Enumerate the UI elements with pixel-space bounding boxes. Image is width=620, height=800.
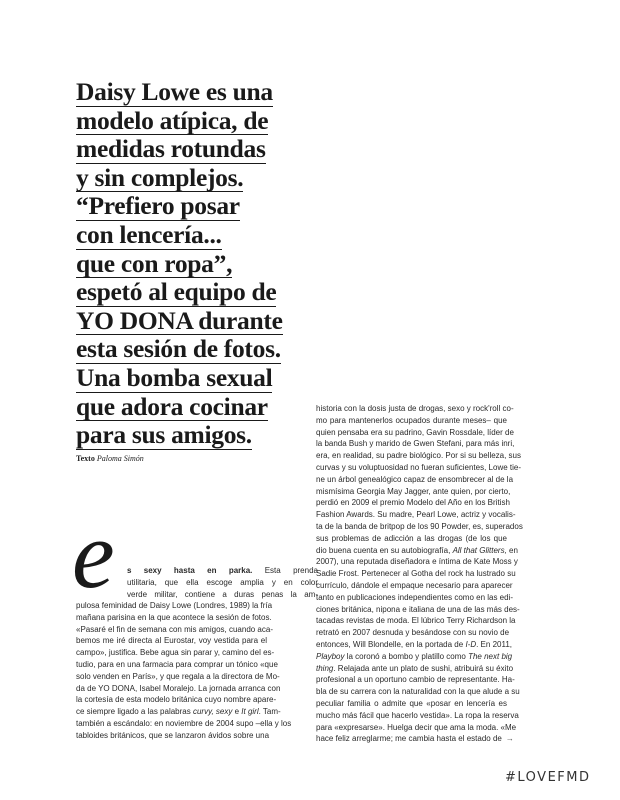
headline-line: Una bomba sexual xyxy=(76,362,273,392)
body-line: la cortesía de esta modelo británica cuyo nombre apare- xyxy=(76,695,277,705)
body-line: era, en realidad, su padre biológico. Por si su belleza, sus xyxy=(316,451,522,461)
headline-line: para sus amigos. xyxy=(76,420,252,450)
body-line xyxy=(316,545,518,557)
body-line xyxy=(316,651,513,663)
byline xyxy=(76,454,144,463)
byline-label: Texto xyxy=(76,454,95,463)
body-text: . Relajada ante un plato de sushi, atribuirá su éxito xyxy=(333,663,514,673)
body-column-left xyxy=(76,600,292,742)
body-column-left-wrapped xyxy=(127,565,318,600)
body-line: utilitaria, que ella escoge amplia y en color xyxy=(127,577,318,587)
body-line: historia con la dosis justa de drogas, sexo y rock'roll co- xyxy=(316,404,514,413)
body-line: ta de la banda de britpop de los 90 Powder, es, superados xyxy=(316,521,523,531)
body-line: peculiar familia o admite que «posar en lencería es xyxy=(316,698,507,708)
body-line: mismísima Georgia May Jagger, ante quien, por cierto, xyxy=(316,486,511,496)
body-line xyxy=(316,733,514,745)
body-column-right xyxy=(316,403,523,745)
body-line xyxy=(316,663,514,675)
body-line: «Pasaré el fin de semana con mis amigos, cuando aca- xyxy=(76,624,273,634)
body-line: da de YO DONA, Isabel Moralejo. La jornada arranca con xyxy=(76,683,281,693)
body-line: ne un árbol genealógico capaz de ensombrecer al de la xyxy=(316,474,514,484)
headline-line: y sin complejos. xyxy=(76,162,244,192)
body-text: . En 2011, xyxy=(476,639,512,649)
body-line: tabloides británicos, que se lanzaron ávidos sobre una xyxy=(76,730,270,740)
italic-text: thing xyxy=(316,663,334,673)
lead-in: s sexy hasta en parka. xyxy=(127,566,253,575)
headline-line: modelo atípica, de xyxy=(76,105,269,135)
body-line: solo venden en París», y que regala a la directora de Mo- xyxy=(76,671,280,681)
body-text: ce siempre ligado a las palabras xyxy=(76,707,193,717)
body-line: currículo, dándole el empaque necesario para aparecer xyxy=(316,580,513,590)
body-text: e xyxy=(232,707,242,717)
body-text: entonces, Will Blondelle, en la portada de xyxy=(316,639,466,649)
headline-line: espetó al equipo de xyxy=(76,277,277,307)
watermark: #LOVEFMD xyxy=(505,770,591,785)
body-line: quien pensaba era su padrino, Gavin Rossdale, líder de xyxy=(316,427,514,437)
headline-line: YO DONA durante xyxy=(76,305,283,335)
italic-text: The next big xyxy=(468,651,513,661)
headline-line: que adora cocinar xyxy=(76,391,268,421)
body-text: en xyxy=(506,545,518,555)
body-line: profesional a un oportuno cambio de representante. Ha- xyxy=(316,675,515,685)
body-line xyxy=(316,639,512,651)
headline-line: que con ropa”, xyxy=(76,248,233,278)
italic-text: I-D xyxy=(465,639,477,649)
body-line: tacadas revistas de moda. El lúbrico Terry Richardson la xyxy=(316,616,516,626)
body-line: Sadie Frost. Pertenecer al Gotha del rock ha lustrado su xyxy=(316,569,516,579)
body-line: 2007), una reputada diseñadora e íntima de Kate Moss y xyxy=(316,557,518,567)
headline-line: “Prefiero posar xyxy=(76,191,240,221)
body-text: Esta prenda xyxy=(252,566,318,575)
body-line: mañana parisina en la que acontece la sesión de fotos. xyxy=(76,612,272,622)
italic-text: It girl xyxy=(241,707,259,717)
body-line: tudio, para en una farmacia para comprar un tónico «que xyxy=(76,659,278,669)
body-line: sus problemas de adicción a las drogas (de los que xyxy=(316,533,507,543)
drop-cap: e xyxy=(72,501,115,608)
headline xyxy=(76,78,316,450)
body-line xyxy=(127,565,318,577)
body-line: para «expresarse». Huelga decir que ama la moda. «Me xyxy=(316,722,517,732)
headline-line: medidas rotundas xyxy=(76,134,266,164)
italic-text: Playboy xyxy=(316,651,345,661)
body-line: también a escándalo: en noviembre de 2004 supo –ella y los xyxy=(76,718,292,728)
byline-author: Paloma Simón xyxy=(96,454,144,463)
body-line: retrató en 2007 desnuda y besándose con su novio de xyxy=(316,628,510,638)
body-line: Fashion Awards. Su madre, Pearl Lowe, actriz y vocalis- xyxy=(316,510,516,520)
body-line: mucho más fácil que hacerlo vestida». La ropa la reserva xyxy=(316,710,519,720)
body-line: bla de su carrera con la naturalidad con la que alude a su xyxy=(316,687,520,697)
body-line: la banda Bush y marido de Gwen Stefani, para más inri, xyxy=(316,439,515,449)
italic-text: All that Glitters, xyxy=(452,545,507,555)
body-text: . Tam- xyxy=(258,707,281,717)
headline-line: esta sesión de fotos. xyxy=(76,334,281,364)
body-line: campo», justifica. Bebe agua sin parar y, camino del es- xyxy=(76,648,275,658)
body-line: tanto en publicaciones independientes como en las edi- xyxy=(316,592,514,602)
body-line: bemos me iré directa al Eurostar, voy vestida para el xyxy=(76,636,267,646)
body-text: la coronó a bombo y platillo como xyxy=(344,651,469,661)
headline-line: con lencería... xyxy=(76,219,222,249)
body-line: curvas y su voluptuosidad no fueran suficientes, Lowe tie- xyxy=(316,462,522,472)
continue-arrow-icon: → xyxy=(505,734,514,744)
body-text: hace feliz arreglarme; me cambia hasta el estado de xyxy=(316,734,502,744)
body-text: dio buena cuenta en su autobiografía, xyxy=(316,545,453,555)
italic-text: curvy, sexy xyxy=(192,707,233,717)
body-line: ciones británica, nipona e italiana de una de las más des- xyxy=(316,604,520,614)
headline-line: Daisy Lowe es una xyxy=(76,77,273,106)
body-line: verde militar, contiene a duras penas la am- xyxy=(127,589,318,599)
body-line: perdió en 2009 el premio Modelo del Año en los British xyxy=(316,498,510,508)
body-line xyxy=(76,706,281,718)
body-line: pulosa feminidad de Daisy Lowe (Londres, 1989) la fría xyxy=(76,601,273,610)
body-line: mo para mantenerlos ocupados durante meses– que xyxy=(316,415,507,425)
